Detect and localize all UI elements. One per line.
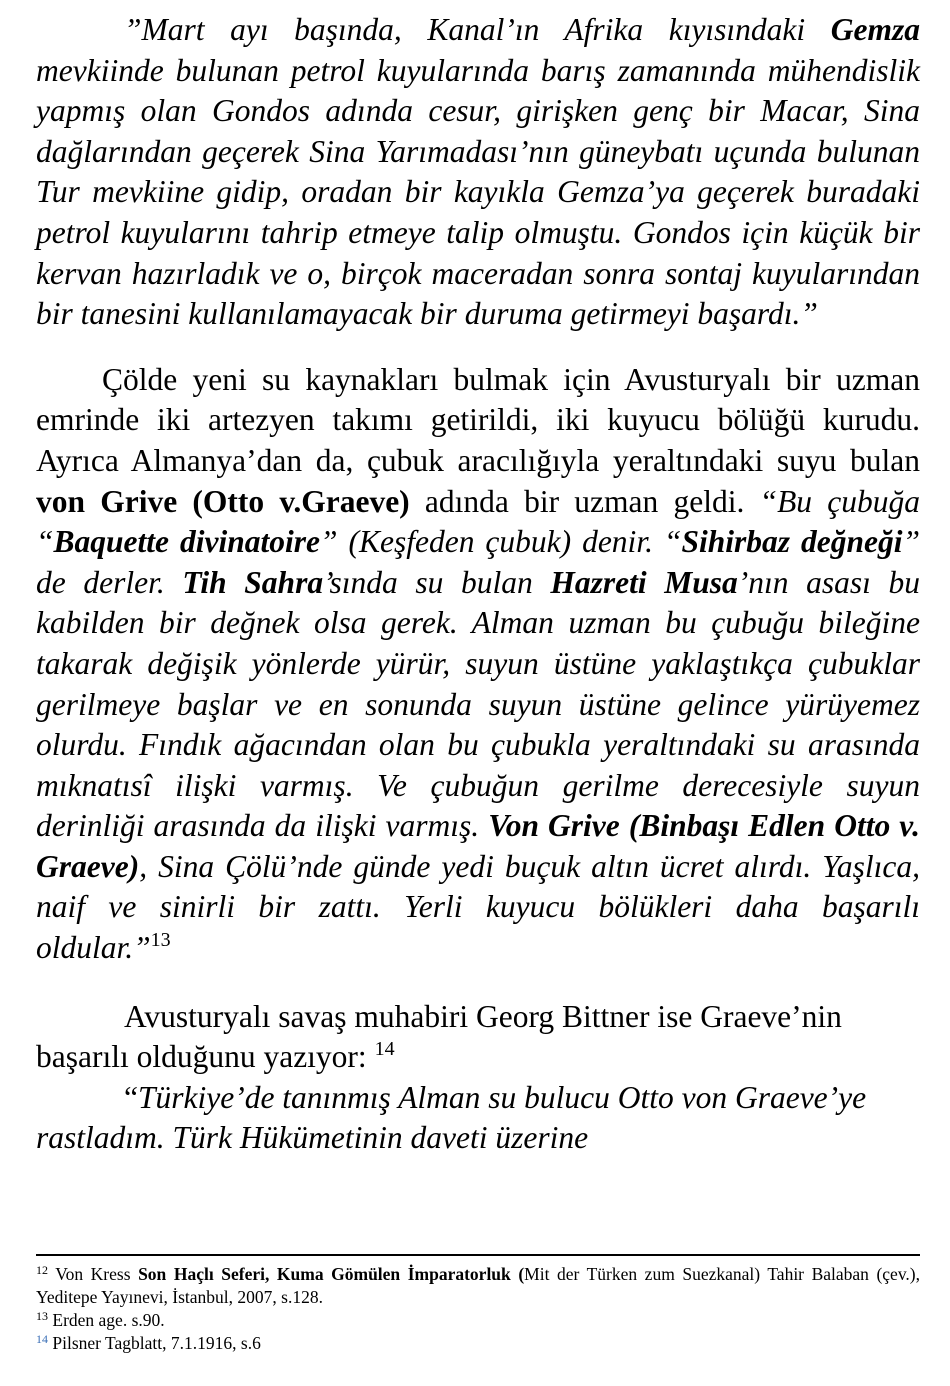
text-run: ”Mart ayı başında, Kanal’ın Afrika kıyısındaki (124, 12, 831, 47)
text-run: adında bir uzman geldi. (409, 483, 760, 519)
italic-run: ” de derler. (36, 524, 920, 600)
text-run: Çölde yeni su kaynakları bulmak için Avusturyalı bir uzman emrinde iki artezyen takımı getirildi, iki kuyucu bölüğü kurudu. Ayrıca Almanya’dan da, çubuk aracılığıyla yeraltındaki suyu bulan (36, 361, 920, 478)
bold-term-gemza: Gemza (830, 12, 920, 47)
footnote-13 (36, 1309, 920, 1332)
footnote-ref-13[interactable]: 13 (150, 929, 171, 952)
bold-title: Son Haçlı Seferi, Kuma Gömülen İmparatorluk ( (138, 1264, 525, 1284)
body-paragraph-3 (36, 997, 920, 1078)
bold-italic-term: Baquette divinatoire (53, 524, 320, 560)
footnotes (36, 1263, 920, 1355)
body-paragraph-2 (36, 360, 920, 969)
text-run: Von Kress (48, 1264, 139, 1284)
footnote-12 (36, 1263, 920, 1309)
footnote-number: 13 (36, 1309, 48, 1323)
text-run: Pilsner Tagblatt, 7.1.1916, s.6 (48, 1333, 261, 1353)
footnote-number: 12 (36, 1263, 48, 1277)
italic-run: Türkiye’de tanınmış Alman su bulucu Otto von Graeve’ye rastladım. Türk Hükümetinin daveti üzerine (36, 1079, 867, 1156)
italic-run: , Sina Çölü’nde günde yedi buçuk altın ücret alırdı. Yaşlıca, naif ve sinirli bir zattı. Yerli kuyucu bölükleri daha başarılı oldular.” (36, 848, 920, 966)
quote-paragraph-1 (36, 10, 920, 335)
footnote-number[interactable]: 14 (36, 1332, 48, 1346)
quote-paragraph-4 (36, 1078, 920, 1159)
text-run: Mit der Türken zum Suezkanal) Tahir Balaban (çev.), Yeditepe Yayınevi, İstanbul, 2007, s.128. (36, 1264, 921, 1307)
text-run: “ (124, 1079, 138, 1115)
bold-italic-term: Tih Sahra (182, 564, 324, 600)
bold-italic-term: Von Grive (Binbaşı Edlen Otto v. Graeve) (36, 808, 920, 884)
bold-italic-term: Hazreti Musa (550, 564, 738, 600)
text-run: Avusturyalı savaş muhabiri Georg Bittner ise Graeve’nin başarılı olduğunu yazıyor: (36, 998, 842, 1075)
italic-run: ’nın asası bu kabilden bir değnek olsa gerek. Alman uzman bu çubuğu bileğine takarak değişik yönlerde yürür, suyun üstüne yaklaştıkça çubuklar gerilmeye başlar ve en sonunda suyun üstüne gelince yürüyemez olurdu. Fındık ağacından olan bu çubukla yeraltındaki su arasında mıknatısî ilişki varmış. Ve çubuğun gerilme derecesiyle suyun derinliği arasında da ilişki varmış. (36, 564, 920, 844)
italic-run: ” (Keşfeden çubuk) denir. “ (320, 524, 682, 560)
bold-italic-term: Sihirbaz değneği (681, 524, 903, 560)
italic-run: ’sında su bulan (323, 564, 551, 600)
text-run: Erden age. s.90. (48, 1310, 165, 1330)
footnote-14 (36, 1332, 920, 1355)
document-body (36, 10, 920, 1159)
text-run: mevkiinde bulunan petrol kuyularında barış zamanında mühendislik yapmış olan Gondos adında cesur, girişken genç bir Macar, Sina dağlarından geçerek Sina Yarımadası’nın güneybatı uçunda bulunan Tur mevkiine gidip, oradan bir kayıkla Gemza’ya geçerek buradaki petrol kuyularını tahrip etmeye talip olmuştu. Gondos için küçük bir kervan hazırladık ve o, birçok maceradan sonra sontaj kuyularından bir tanesini kullanılamayacak bir duruma getirmeyi başardı.” (36, 52, 920, 332)
footnote-ref-14[interactable]: 14 (374, 1038, 395, 1061)
italic-run: “Bu çubuğa “ (36, 483, 921, 560)
bold-name-von-grive: von Grive (Otto v.Graeve) (36, 483, 410, 519)
footnote-divider (36, 1254, 920, 1256)
